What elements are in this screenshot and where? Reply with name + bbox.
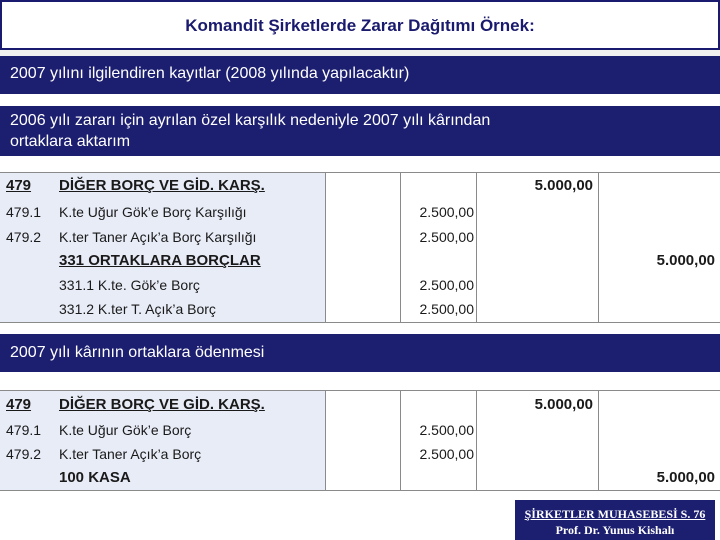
entry1-top-rule: [0, 172, 720, 173]
section-banner-payment-text: 2007 yılı kârının ortaklara ödenmesi: [10, 344, 265, 361]
entry1-col-rule-4: [598, 172, 599, 322]
entry1-credit-sub1-name: 331.1 K.te. Gök’e Borç: [59, 277, 200, 293]
page-title: Komandit Şirketlerde Zarar Dağıtımı Örnek:: [185, 16, 535, 35]
entry1-sub2-name: K.ter Taner Açık’a Borç Karşılığı: [59, 229, 257, 245]
entry1-sub1-code: 479.1: [6, 204, 42, 220]
entry2-debit-total: 5.000,00: [534, 396, 593, 413]
entry2-sub1-name: K.te Uğur Gök’e Borç: [59, 422, 192, 438]
section-banner-payment: [0, 334, 720, 372]
entry2-debit-code: 479: [6, 396, 32, 413]
entry2-bottom-rule: [0, 490, 720, 491]
entry2-credit-account: 100 KASA: [59, 469, 131, 486]
section-banner-2007-text: 2007 yılını ilgilendiren kayıtlar (2008 yılında yapılacaktır): [10, 65, 410, 82]
entry1-sub1-name: K.te Uğur Gök’e Borç Karşılığı: [59, 204, 247, 220]
entry1-sub1-amount: 2.500,00: [419, 204, 474, 220]
entry2-credit-total: 5.000,00: [656, 469, 715, 486]
entry2-sub2-amount: 2.500,00: [419, 446, 474, 462]
entry2-col-rule-2: [400, 390, 401, 490]
section-banner-transfer: [0, 106, 720, 156]
entry1-col-rule-1: [325, 172, 326, 322]
entry2-col-rule-1: [325, 390, 326, 490]
entry1-sub2-code: 479.2: [6, 229, 42, 245]
entry1-bottom-rule: [0, 322, 720, 323]
entry1-debit-total: 5.000,00: [534, 177, 593, 194]
entry2-sub1-amount: 2.500,00: [419, 422, 474, 438]
entry1-credit-account: 331 ORTAKLARA BORÇLAR: [59, 252, 261, 269]
footer-credit: [515, 500, 715, 540]
entry2-sub2-code: 479.2: [6, 446, 42, 462]
journal-entry-1: [0, 172, 325, 322]
entry1-credit-sub2-name: 331.2 K.ter T. Açık’a Borç: [59, 301, 216, 317]
entry1-debit-account: DİĞER BORÇ VE GİD. KARŞ.: [59, 177, 265, 194]
entry1-sub2-amount: 2.500,00: [419, 229, 474, 245]
footer-book-title: ŞİRKETLER MUHASEBESİ S. 76: [524, 507, 706, 521]
entry1-debit-code: 479: [6, 177, 32, 194]
entry1-col-rule-3: [476, 172, 477, 322]
entry2-top-rule: [0, 390, 720, 391]
entry1-credit-sub1-amount: 2.500,00: [419, 277, 474, 293]
entry2-sub1-code: 479.1: [6, 422, 42, 438]
section-banner-transfer-line1: 2006 yılı zararı için ayrılan özel karşılık nedeniyle 2007 yılı kârından: [10, 112, 491, 129]
entry1-credit-sub2-amount: 2.500,00: [419, 301, 474, 317]
entry2-debit-account: DİĞER BORÇ VE GİD. KARŞ.: [59, 396, 265, 413]
entry1-credit-total: 5.000,00: [656, 252, 715, 269]
section-banner-2007: [0, 56, 720, 94]
footer-author: Prof. Dr. Yunus Kishalı: [555, 523, 675, 537]
entry2-sub2-name: K.ter Taner Açık’a Borç: [59, 446, 202, 462]
section-banner-transfer-line2: ortaklara aktarım: [10, 133, 131, 150]
entry1-col-rule-2: [400, 172, 401, 322]
